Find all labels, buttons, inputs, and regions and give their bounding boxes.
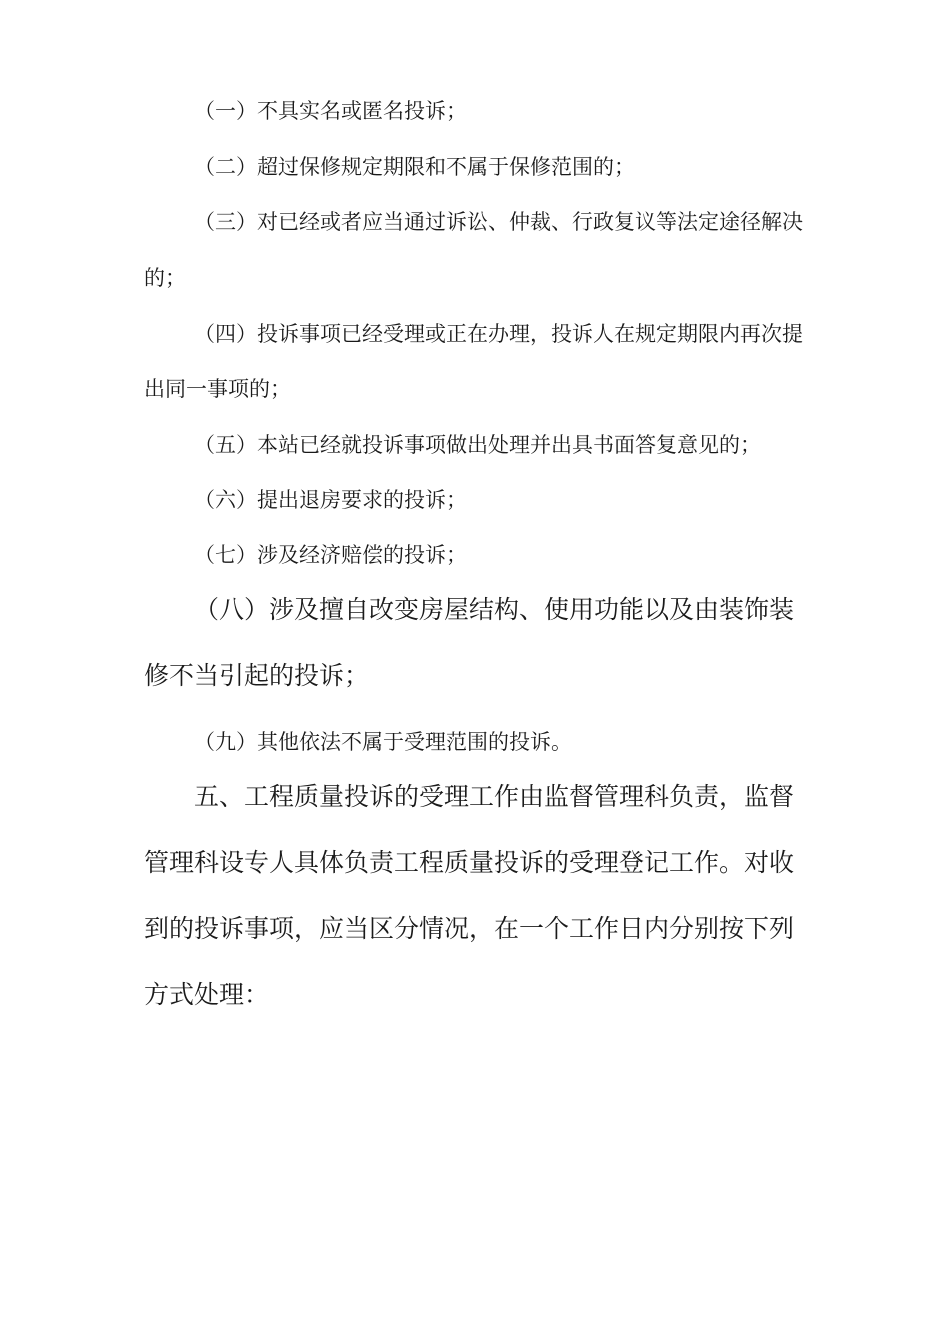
item-2-line: （二）超过保修规定期限和不属于保修范围的； — [194, 155, 635, 179]
item-5-line: （五）本站已经就投诉事项做出处理并出具书面答复意见的； — [194, 433, 761, 457]
section-5-line-4: 方式处理： — [144, 980, 270, 1009]
item-6-line: （六）提出退房要求的投诉； — [194, 488, 467, 512]
section-5-line-1: 五、工程质量投诉的受理工作由监督管理科负责，监督 — [194, 782, 795, 811]
item-4-line: （四）投诉事项已经受理或正在办理，投诉人在规定期限内再次提 — [194, 322, 803, 346]
section-5-line-2: 管理科设专人具体负责工程质量投诉的受理登记工作。对收 — [144, 848, 795, 877]
item-1-line: （一）不具实名或匿名投诉； — [194, 99, 467, 123]
item-7-line: （七）涉及经济赔偿的投诉； — [194, 543, 467, 567]
item-3-line: （三）对已经或者应当通过诉讼、仲裁、行政复议等法定途径解决 — [194, 210, 803, 234]
item-4-continuation: 出同一事项的； — [144, 377, 291, 401]
item-8-line: （八）涉及擅自改变房屋结构、使用功能以及由装饰装 — [194, 595, 795, 624]
section-5-line-3: 到的投诉事项，应当区分情况，在一个工作日内分别按下列 — [144, 914, 795, 943]
item-8-continuation: 修不当引起的投诉； — [144, 661, 370, 690]
item-3-continuation: 的； — [144, 266, 186, 290]
item-9-line: （九）其他依法不属于受理范围的投诉。 — [194, 730, 572, 754]
